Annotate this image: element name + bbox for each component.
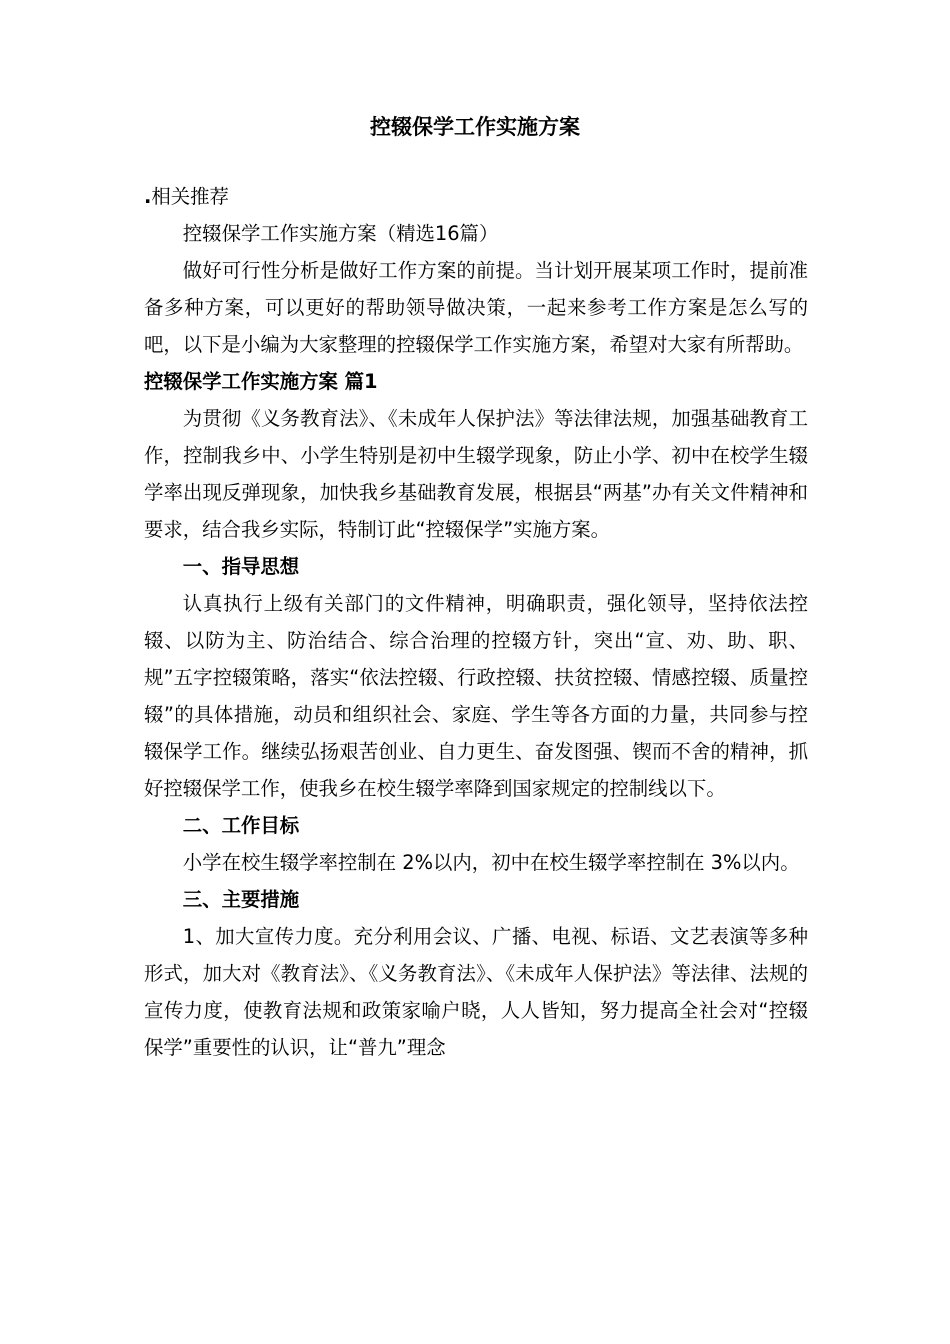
document-title: 控辍保学工作实施方案	[370, 115, 580, 139]
heading-guiding-ideology: 一、指导思想	[182, 555, 300, 578]
related-recommendations	[144, 178, 808, 215]
intro-paragraph: 做好可行性分析是做好工作方案的前提。当计划开展某项工作时，提前准备多种方案，可以更好的帮助领导做决策，一起来参考工作方案是怎么写的吧，以下是小编为大家整理的控辍保学工作实施方案，希望对大家有所帮助。	[144, 259, 808, 356]
section-heading: 控辍保学工作实施方案 篇1	[144, 370, 378, 393]
paragraph-purpose: 为贯彻《义务教育法》、《未成年人保护法》等法律法规，加强基础教育工作，控制我乡中、小学生特别是初中生辍学现象，防止小学、初中在校学生辍学率出现反弹现象，加快我乡基础教育发展，根据县“两基”办有关文件精神和要求，结合我乡实际，特制订此“控辍保学”实施方案。	[144, 407, 808, 541]
paragraph-main-measures: 1、加大宣传力度。充分利用会议、广播、电视、标语、文艺表演等多种形式，加大对《教育法》、《义务教育法》、《未成年人保护法》等法律、法规的宣传力度，使教育法规和政策家喻户晓，人人皆知，努力提高全社会对“控辍保学”重要性的认识，让“普九”理念	[144, 925, 808, 1059]
bullet-icon: .	[144, 185, 152, 208]
document-body	[144, 178, 808, 1066]
heading-work-goals: 二、工作目标	[182, 814, 300, 837]
paragraph-guiding-ideology: 认真执行上级有关部门的文件精神，明确职责，强化领导，坚持依法控辍、以防为主、防治结合、综合治理的控辍方针，突出“宣、劝、助、职、规”五字控辍策略，落实“依法控辍、行政控辍、扶贫控辍、情感控辍、质量控辍”的具体措施，动员和组织社会、家庭、学生等各方面的力量，共同参与控辍保学工作。继续弘扬艰苦创业、自力更生、奋发图强、锲而不舍的精神，抓好控辍保学工作，使我乡在校生辍学率降到国家规定的控制线以下。	[144, 592, 808, 800]
heading-main-measures: 三、主要措施	[182, 888, 300, 911]
paragraph-work-goals: 小学在校生辍学率控制在 2%以内，初中在校生辍学率控制在 3%以内。	[182, 851, 800, 874]
document-subtitle: 控辍保学工作实施方案（精选16篇）	[182, 222, 499, 245]
related-label: 相关推荐	[151, 185, 229, 208]
